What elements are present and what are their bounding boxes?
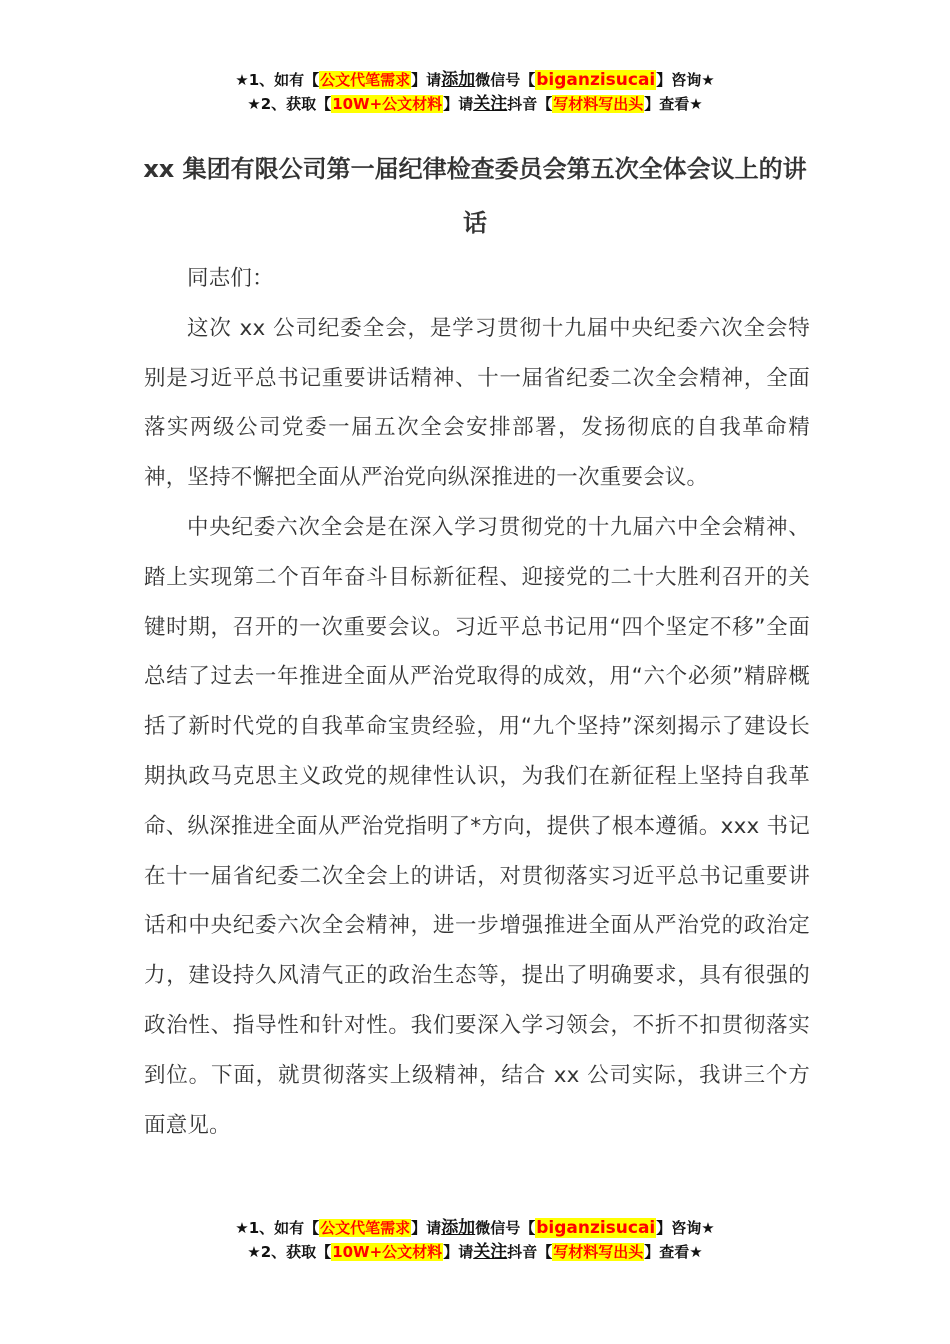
banner-text: 】请 [443,95,474,113]
banner-text: 】咨询★ [656,71,715,89]
paragraph: 中央纪委六次全会是在深入学习贯彻党的十九届六中全会精神、踏上实现第二个百年奋斗目标新征程、迎接党的二十大胜利召开的关键时期，召开的一次重要会议。习近平总书记用“四个坚定不移”全面总结了过去一年推进全面从严治党取得的成效，用“六个必须”精辟概括了新时代党的自我革命宝贵经验，用“九个坚持”深刻揭示了建设长期执政马克思主义政党的规律性认识，为我们在新征程上坚持自我革命、纵深推进全面从严治党指明了*方向，提供了根本遵循。xxx 书记在十一届省纪委二次全会上的讲话，对贯彻落实习近平总书记重要讲话和中央纪委六次全会精神，进一步增强推进全面从严治党的政治定力，建设持久风清气正的政治生态等，提出了明确要求，具有很强的政治性、指导性和针对性。我们要深入学习领会，不折不扣贯彻落实到位。下面，就贯彻落实上级精神，结合 xx 公司实际，我讲三个方面意见。 [144,514,810,1138]
highlight-douyin-account: 写材料写出头 [553,95,644,113]
banner-text: 】咨询★ [656,1219,715,1237]
paragraph: 这次 xx 公司纪委全会，是学习贯彻十九届中央纪委六次全会特别是习近平总书记重要讲话精神、十一届省纪委二次全会精神，全面落实两级公司党委一届五次全会安排部署，发扬彻底的自我革命精神，坚持不懈把全面从严治党向纵深推进的一次重要会议。 [144,315,810,491]
banner-text: ★2、获取【 [247,95,332,113]
banner-text: 】请 [443,1243,474,1261]
banner-text: ★1、如有【 [235,71,320,89]
banner-emphasis: 关注 [473,94,508,114]
highlight-service: 公文代笔需求 [320,1219,411,1237]
highlight-douyin-account: 写材料写出头 [553,1243,644,1261]
document-body [144,254,810,1150]
highlight-materials: 10W+公文材料 [332,95,443,113]
banner-text: 抖音【 [507,1243,553,1261]
banner-text: 】查看★ [644,1243,703,1261]
highlight-service: 公文代笔需求 [320,71,411,89]
banner-line-2 [0,92,950,116]
document-title: xx 集团有限公司第一届纪律检查委员会第五次全体会议上的讲话 [143,155,807,237]
banner-emphasis: 添加 [441,1218,476,1238]
highlight-wechat-id: biganzisucai [536,70,656,90]
banner-text: 】请 [411,1219,442,1237]
banner-line-1 [0,68,950,92]
banner-text: 】请 [411,71,442,89]
banner-text: 微信号【 [475,71,536,89]
banner-text: 微信号【 [475,1219,536,1237]
banner-line-1 [0,1216,950,1240]
footer-banner [0,1216,950,1264]
highlight-materials: 10W+公文材料 [332,1243,443,1261]
banner-text: 抖音【 [507,95,553,113]
highlight-wechat-id: biganzisucai [536,1218,656,1238]
banner-text: 】查看★ [644,95,703,113]
banner-emphasis: 关注 [473,1242,508,1262]
banner-line-2 [0,1240,950,1264]
banner-emphasis: 添加 [441,70,476,90]
salutation: 同志们： [187,266,274,291]
header-banner [0,68,950,116]
banner-text: ★1、如有【 [235,1219,320,1237]
banner-text: ★2、获取【 [247,1243,332,1261]
